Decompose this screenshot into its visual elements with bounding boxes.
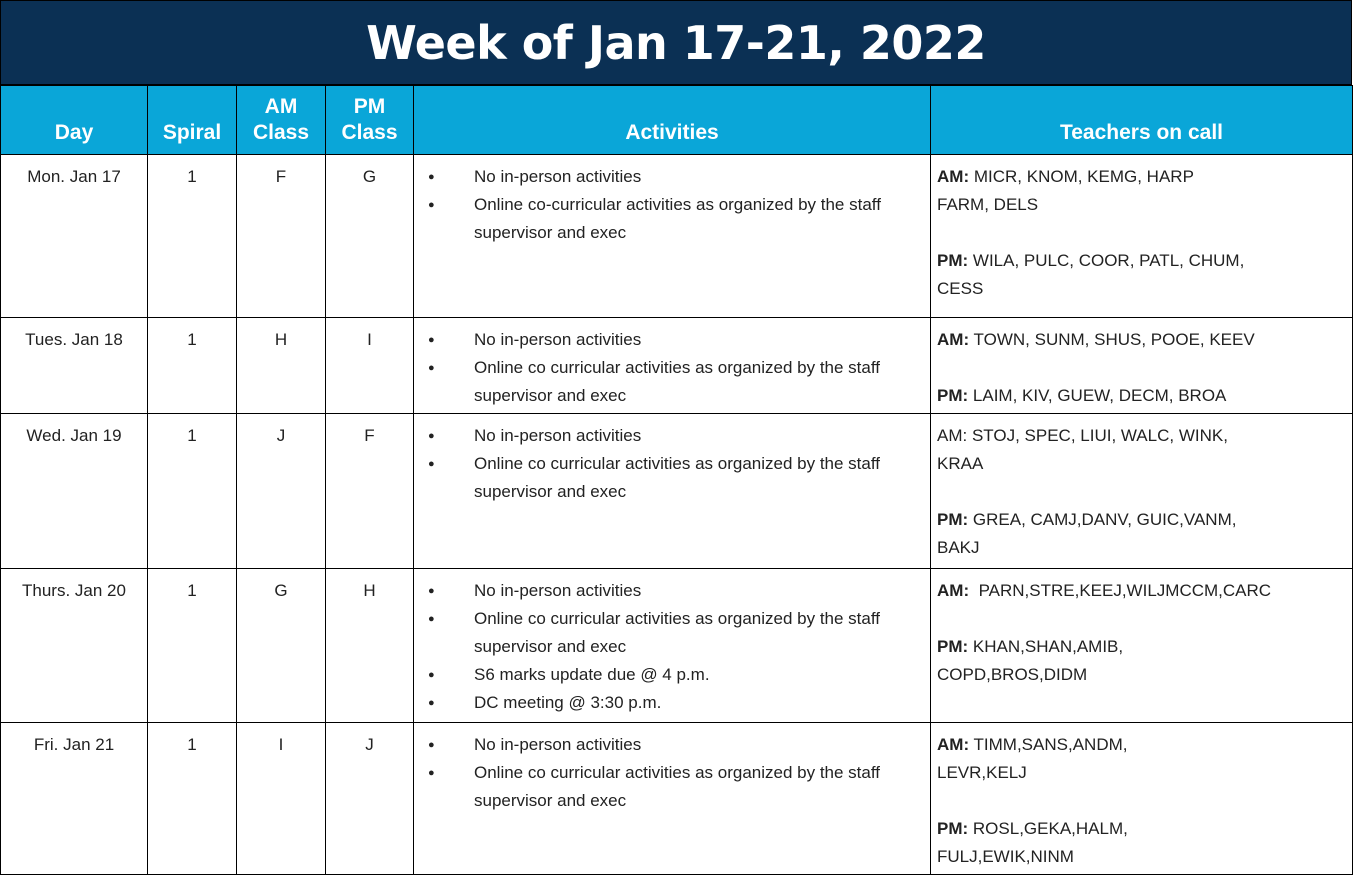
header-am-class-line2: Class	[252, 121, 310, 144]
teachers-cell	[931, 155, 1353, 318]
am-teachers: TIMM,SANS,ANDM,	[973, 735, 1128, 754]
am-teachers-line: FARM, DELS	[937, 195, 1039, 214]
pm-class-cell: H	[326, 569, 414, 723]
am-class-cell: F	[237, 155, 326, 318]
activities-list	[428, 163, 920, 247]
pm-teachers-line: FULJ,EWIK,NINM	[937, 847, 1074, 866]
pm-label: PM:	[937, 510, 969, 529]
activity-item: ● No in-person activities	[428, 731, 920, 759]
activity-item: ● No in-person activities	[428, 577, 920, 605]
pm-teachers: GREA, CAMJ,DANV, GUIC,VANM,	[972, 510, 1237, 529]
pm-teachers: KHAN,SHAN,AMIB,	[972, 637, 1124, 656]
pm-label: PM:	[937, 819, 969, 838]
activity-item: ● Online co curricular activities as organized by the staff supervisor and exec	[428, 759, 920, 815]
header-pm-class-line1: PM	[353, 95, 386, 118]
activity-item: ● Online co curricular activities as organized by the staff supervisor and exec	[428, 450, 920, 506]
pm-teachers-line	[937, 247, 1352, 275]
am-teachers: PARN,STRE,KEEJ,WILJMCCM,CARC	[973, 581, 1272, 600]
activities-list	[428, 326, 920, 410]
header-pm-class-line2: Class	[341, 121, 398, 144]
pm-teachers-line: BAKJ	[937, 538, 980, 557]
activities-cell	[414, 569, 931, 723]
page-title: Week of Jan 17-21, 2022	[366, 15, 986, 70]
am-class-cell: I	[237, 723, 326, 875]
pm-teachers: WILA, PULC, COOR, PATL, CHUM,	[972, 251, 1245, 270]
activities-cell	[414, 318, 931, 414]
pm-teachers-line	[937, 815, 1352, 843]
am-class-cell: H	[237, 318, 326, 414]
activity-item: ● S6 marks update due @ 4 p.m.	[428, 661, 920, 689]
activity-item: ● No in-person activities	[428, 326, 920, 354]
am-teachers: MICR, KNOM, KEMG, HARP	[973, 167, 1194, 186]
pm-class-cell: I	[326, 318, 414, 414]
spiral-cell: 1	[148, 318, 237, 414]
teachers-cell	[931, 569, 1353, 723]
day-cell: Tues. Jan 18	[1, 318, 148, 414]
header-am-class	[237, 86, 326, 155]
am-label: AM:	[937, 735, 970, 754]
pm-label: PM:	[937, 251, 969, 270]
am-teachers-line	[937, 163, 1352, 191]
pm-teachers: ROSL,GEKA,HALM,	[972, 819, 1128, 838]
teachers-cell	[931, 723, 1353, 875]
schedule-table	[0, 85, 1353, 875]
teachers-cell	[931, 318, 1353, 414]
table-row	[1, 155, 1353, 318]
table-row	[1, 318, 1353, 414]
activity-item: ● No in-person activities	[428, 422, 920, 450]
header-day: Day	[1, 86, 148, 155]
pm-teachers-line	[937, 633, 1352, 661]
activities-cell	[414, 155, 931, 318]
pm-teachers: LAIM, KIV, GUEW, DECM, BROA	[972, 386, 1227, 405]
am-label: AM:	[937, 330, 970, 349]
header-am-class-line1: AM	[264, 95, 298, 118]
spiral-cell: 1	[148, 155, 237, 318]
activities-list	[428, 731, 920, 815]
pm-label: PM:	[937, 637, 969, 656]
pm-teachers-line: COPD,BROS,DIDM	[937, 665, 1088, 684]
pm-label: PM:	[937, 386, 969, 405]
pm-class-cell: F	[326, 414, 414, 569]
activities-cell	[414, 414, 931, 569]
am-teachers: TOWN, SUNM, SHUS, POOE, KEEV	[973, 330, 1255, 349]
am-teachers-line	[937, 731, 1352, 759]
pm-class-cell: G	[326, 155, 414, 318]
day-cell: Fri. Jan 21	[1, 723, 148, 875]
day-cell: Wed. Jan 19	[1, 414, 148, 569]
activity-item: ● Online co curricular activities as organized by the staff supervisor and exec	[428, 605, 920, 661]
header-pm-class	[326, 86, 414, 155]
title-bar	[0, 0, 1352, 85]
header-activities: Activities	[414, 86, 931, 155]
day-cell: Thurs. Jan 20	[1, 569, 148, 723]
am-teachers-line	[937, 577, 1352, 605]
activity-item: ● No in-person activities	[428, 163, 920, 191]
table-row	[1, 723, 1353, 875]
am-teachers-line: LEVR,KELJ	[937, 763, 1027, 782]
activity-item: ● Online co curricular activities as organized by the staff supervisor and exec	[428, 354, 920, 410]
am-teachers-line	[937, 326, 1352, 354]
activities-list	[428, 422, 920, 506]
activity-item: ● DC meeting @ 3:30 p.m.	[428, 689, 920, 717]
table-row	[1, 569, 1353, 723]
am-class-cell: J	[237, 414, 326, 569]
teachers-cell	[931, 414, 1353, 569]
spiral-cell: 1	[148, 723, 237, 875]
am-teachers-line: AM: STOJ, SPEC, LIUI, WALC, WINK,	[937, 426, 1228, 445]
am-label: AM:	[937, 581, 970, 600]
pm-class-cell: J	[326, 723, 414, 875]
header-row	[1, 86, 1353, 155]
am-class-cell: G	[237, 569, 326, 723]
pm-teachers-line	[937, 506, 1352, 534]
spiral-cell: 1	[148, 414, 237, 569]
table-row	[1, 414, 1353, 569]
am-label: AM:	[937, 167, 970, 186]
activity-item: ● Online co-curricular activities as organized by the staff supervisor and exec	[428, 191, 920, 247]
header-teachers: Teachers on call	[931, 86, 1353, 155]
spiral-cell: 1	[148, 569, 237, 723]
pm-teachers-line	[937, 382, 1352, 410]
activities-list	[428, 577, 920, 717]
day-cell: Mon. Jan 17	[1, 155, 148, 318]
am-teachers-line: KRAA	[937, 454, 984, 473]
header-spiral: Spiral	[148, 86, 237, 155]
pm-teachers-line: CESS	[937, 279, 984, 298]
activities-cell	[414, 723, 931, 875]
